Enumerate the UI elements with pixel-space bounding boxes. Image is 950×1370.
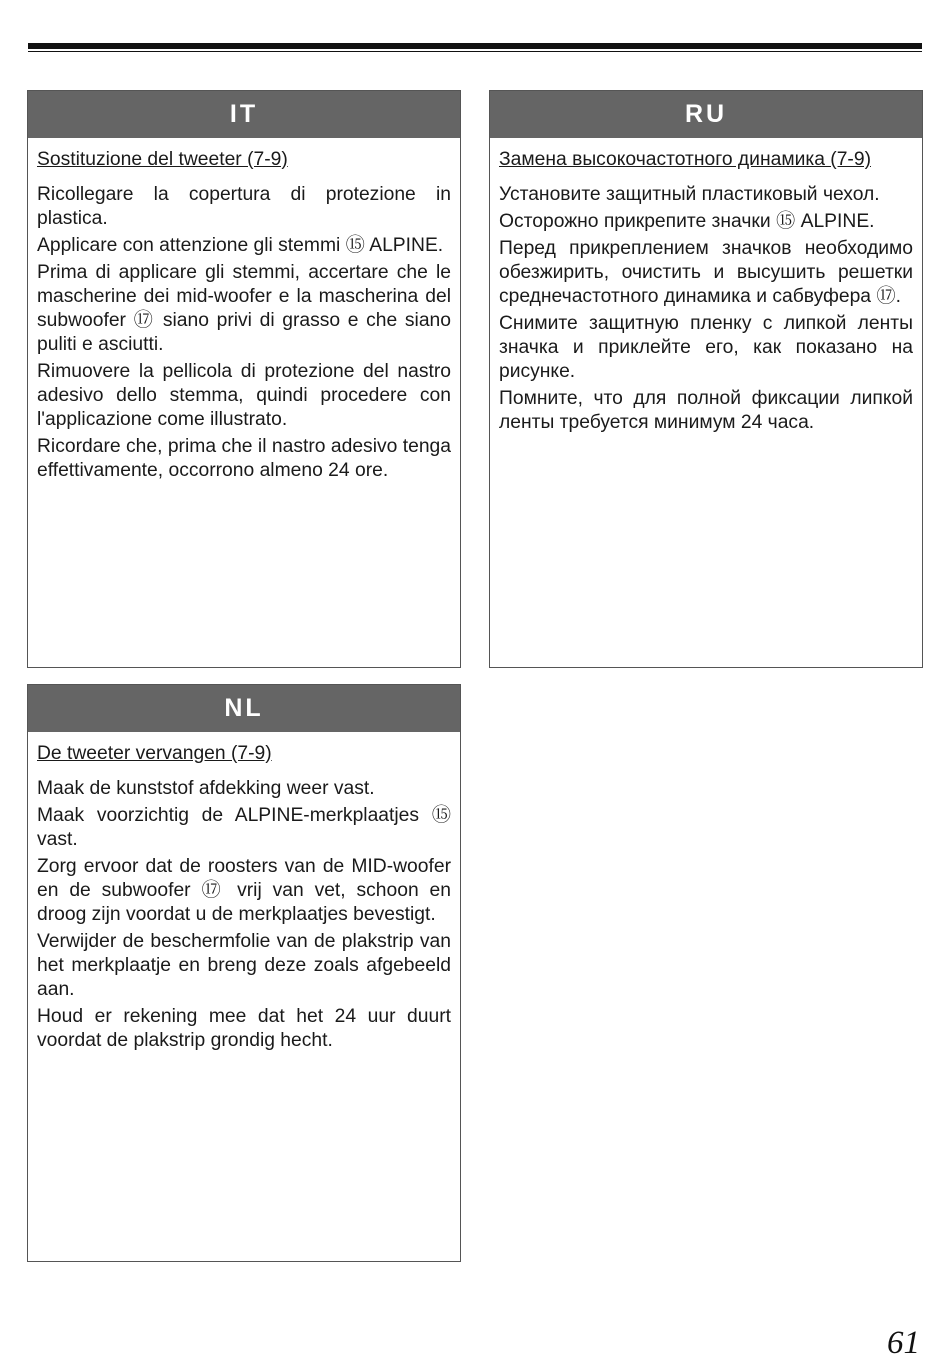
paragraph: Houd er rekening mee dat het 24 uur duurt voordat de plakstrip grondig hecht. [37,1006,451,1051]
paragraph: Rimuovere la pellicola di protezione del nastro adesivo dello stemma, quindi procedere con l'applicazione come illustrato. [37,361,451,430]
paragraph: Ricordare che, prima che il nastro adesivo tenga effettivamente, occorrono almeno 24 ore. [37,436,451,481]
section-nl [27,684,461,1262]
paragraph: Zorg ervoor dat de roosters van de MID-woofer en de subwoofer ⑰ vrij van vet, schoon en droog zijn voordat u de merkplaatjes bevestigt. [37,856,451,925]
section-it [27,90,461,668]
paragraph: Maak de kunststof afdekking weer vast. [37,778,375,799]
paragraph: Maak voorzichtig de ALPINE-merkplaatjes ⑮ vast. [37,805,451,850]
paragraph: Перед прикреплением значков необходимо обезжирить, очистить и высушить решетки среднечастотного динамика и сабвуфера ⑰. [499,238,913,307]
paragraph: Снимите защитную пленку с липкой ленты значка и приклейте его, как показано на рисунке. [499,313,913,382]
section-body-ru [490,138,922,435]
section-ru [489,90,923,668]
paragraph: Осторожно прикрепите значки ⑮ ALPINE. [499,211,875,232]
lang-header-nl: NL [28,685,460,732]
section-body-nl [28,732,460,1053]
paragraph: Установите защитный пластиковый чехол. [499,184,880,205]
section-title-it: Sostituzione del tweeter (7-9) [37,149,288,170]
section-body-it [28,138,460,483]
section-title-nl: De tweeter vervangen (7-9) [37,743,272,764]
paragraph: Verwijder de beschermfolie van de plakstrip van het merkplaatje en breng deze zoals afgebeeld aan. [37,931,451,1000]
page-number: 61 [887,1325,920,1361]
paragraph: Ricollegare la copertura di protezione in plastica. [37,184,451,229]
section-title-ru: Замена высокочастотного динамика (7-9) [499,149,871,170]
paragraph: Applicare con attenzione gli stemmi ⑮ ALPINE. [37,235,444,256]
top-rule-thick [28,43,922,49]
lang-header-it: IT [28,91,460,138]
lang-header-ru: RU [490,91,922,138]
top-rule-thin [28,51,922,52]
paragraph: Prima di applicare gli stemmi, accertare che le mascherine dei mid-woofer e la mascherina del subwoofer ⑰ siano privi di grasso e che siano puliti e asciutti. [37,262,451,355]
paragraph: Помните, что для полной фиксации липкой ленты требуется минимум 24 часа. [499,388,913,433]
